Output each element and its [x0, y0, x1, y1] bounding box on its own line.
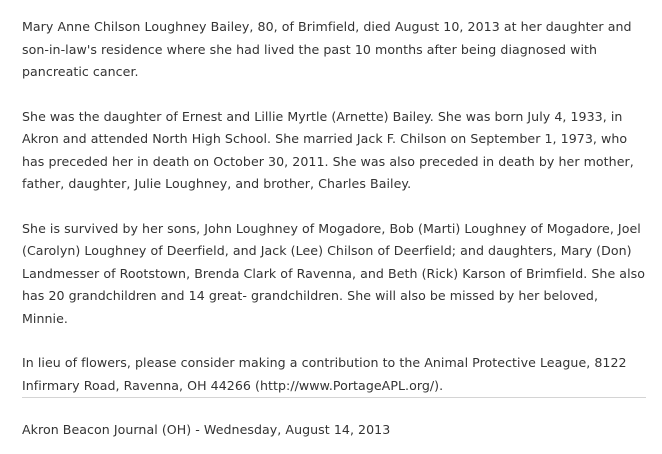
obituary-paragraph-survivors: She is survived by her sons, John Loughney of Mogadore, Bob (Marti) Loughney of Mogadore, Joel (Carolyn) Loughney of Deerfield, and Jack (Lee) Chilson of Deerfield; and daughters, Mary (Don) Landmesser of Rootstown, Brenda Clark of Ravenna, and Beth (Rick) Karson of Brimfield. She also has 20 grandchildren and 14 great- grandchildren. She will also be missed by her beloved, Minnie. — [22, 220, 645, 326]
source-citation: Akron Beacon Journal (OH) - Wednesday, August 14, 2013 — [22, 422, 391, 437]
obituary-body — [22, 16, 646, 419]
obituary-paragraph-donations: In lieu of flowers, please consider making a contribution to the Animal Protective League, 8122 Infirmary Road, Ravenna, OH 44266 (http://www.PortageAPL.org/). — [22, 355, 627, 393]
obituary-paragraph-intro: Mary Anne Chilson Loughney Bailey, 80, of Brimfield, died August 10, 2013 at her daughter and son-in-law's residence where she had lived the past 10 months after being diagnosed with pancreatic cancer. — [22, 19, 632, 79]
obituary-paragraph-family: She was the daughter of Ernest and Lillie Myrtle (Arnette) Bailey. She was born July 4, 1933, in Akron and attended North High School. She married Jack F. Chilson on September 1, 1973, who has preceded her in death on October 30, 2011. She was also preceded in death by her mother, father, daughter, Julie Loughney, and brother, Charles Bailey. — [22, 108, 634, 191]
section-divider — [22, 397, 646, 398]
